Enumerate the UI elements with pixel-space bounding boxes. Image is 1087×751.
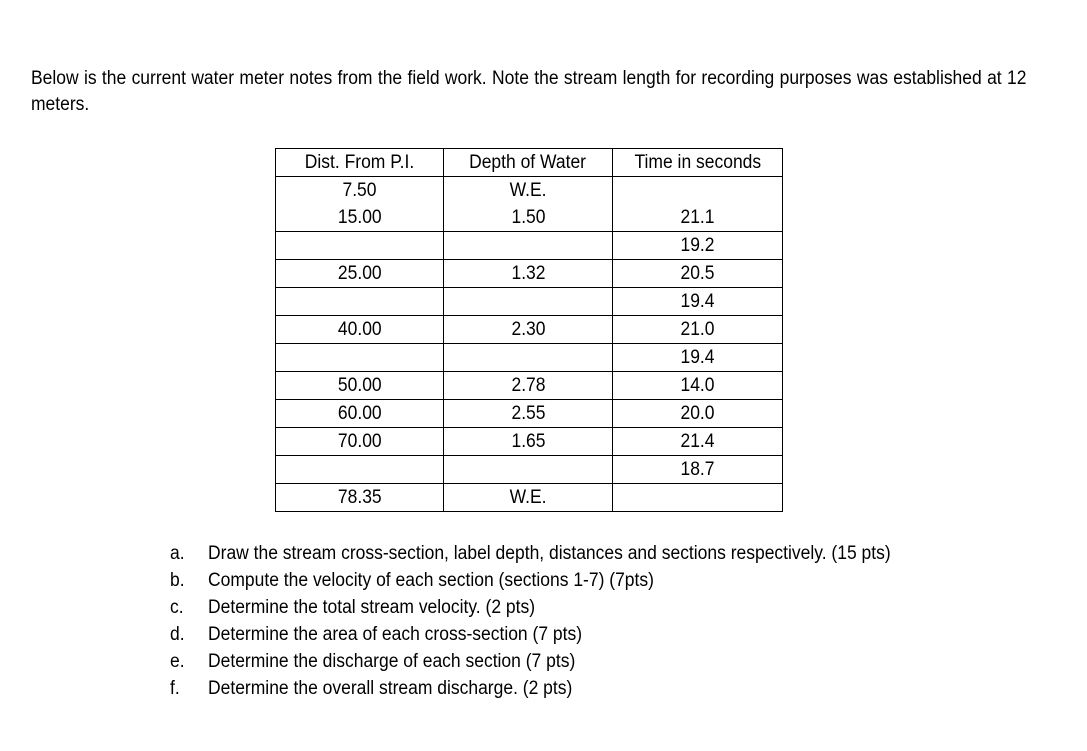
cell-depth: W.E. bbox=[444, 177, 613, 205]
cell-depth: 1.65 bbox=[444, 428, 613, 456]
table-row bbox=[276, 260, 783, 288]
cell-time: 19.2 bbox=[613, 232, 783, 260]
table-row bbox=[276, 400, 783, 428]
task-marker: d. bbox=[170, 624, 185, 645]
cell-dist: 50.00 bbox=[276, 372, 444, 400]
cell-dist bbox=[276, 232, 444, 260]
task-item bbox=[170, 594, 950, 621]
table-body bbox=[276, 177, 783, 512]
cell-dist: 15.00 bbox=[276, 204, 444, 232]
cell-depth: 1.32 bbox=[444, 260, 613, 288]
cell-dist: 25.00 bbox=[276, 260, 444, 288]
cell-dist: 40.00 bbox=[276, 316, 444, 344]
task-marker: c. bbox=[170, 597, 184, 618]
cell-dist: 60.00 bbox=[276, 400, 444, 428]
cell-depth: 2.55 bbox=[444, 400, 613, 428]
cell-dist: 78.35 bbox=[276, 484, 444, 512]
cell-depth: 2.78 bbox=[444, 372, 613, 400]
cell-time: 18.7 bbox=[613, 456, 783, 484]
cell-time: 20.5 bbox=[613, 260, 783, 288]
table-row bbox=[276, 456, 783, 484]
cell-depth bbox=[444, 344, 613, 372]
header-depth-of-water: Depth of Water bbox=[444, 149, 613, 177]
task-item bbox=[170, 567, 950, 594]
table-row bbox=[276, 428, 783, 456]
task-text: Draw the stream cross-section, label depth, distances and sections respectively. (15 pts) bbox=[208, 543, 891, 564]
task-text: Determine the overall stream discharge. (2 pts) bbox=[208, 678, 573, 699]
task-text: Determine the discharge of each section (7 pts) bbox=[208, 651, 576, 672]
cell-depth: 1.50 bbox=[444, 204, 613, 232]
cell-dist bbox=[276, 288, 444, 316]
cell-depth bbox=[444, 288, 613, 316]
task-marker: e. bbox=[170, 651, 185, 672]
task-item bbox=[170, 648, 950, 675]
cell-time: 14.0 bbox=[613, 372, 783, 400]
task-marker: f. bbox=[170, 678, 180, 699]
cell-time bbox=[613, 484, 783, 512]
water-meter-table bbox=[275, 148, 783, 512]
cell-time: 21.1 bbox=[613, 204, 783, 232]
cell-time bbox=[613, 177, 783, 205]
cell-time: 19.4 bbox=[613, 288, 783, 316]
task-text: Compute the velocity of each section (sections 1-7) (7pts) bbox=[208, 570, 654, 591]
cell-depth: 2.30 bbox=[444, 316, 613, 344]
task-text: Determine the area of each cross-section (7 pts) bbox=[208, 624, 583, 645]
table-row bbox=[276, 232, 783, 260]
table-row bbox=[276, 372, 783, 400]
cell-depth: W.E. bbox=[444, 484, 613, 512]
cell-time: 21.4 bbox=[613, 428, 783, 456]
task-text: Determine the total stream velocity. (2 pts) bbox=[208, 597, 536, 618]
intro-paragraph: Below is the current water meter notes from the field work. Note the stream length for recording purposes was established at 12 meters. bbox=[31, 68, 1027, 115]
header-dist-from-pi: Dist. From P.I. bbox=[276, 149, 444, 177]
task-marker: a. bbox=[170, 543, 185, 564]
table-row bbox=[276, 288, 783, 316]
cell-depth bbox=[444, 456, 613, 484]
task-list bbox=[170, 540, 950, 702]
task-marker: b. bbox=[170, 570, 185, 591]
table-row bbox=[276, 204, 783, 232]
task-item bbox=[170, 675, 950, 702]
task-item bbox=[170, 540, 950, 567]
cell-time: 19.4 bbox=[613, 344, 783, 372]
cell-dist: 7.50 bbox=[276, 177, 444, 205]
header-time-in-seconds: Time in seconds bbox=[613, 149, 783, 177]
cell-dist: 70.00 bbox=[276, 428, 444, 456]
table-header-row bbox=[276, 149, 783, 177]
task-item bbox=[170, 621, 950, 648]
cell-time: 21.0 bbox=[613, 316, 783, 344]
table-row bbox=[276, 484, 783, 512]
table-row bbox=[276, 316, 783, 344]
cell-time: 20.0 bbox=[613, 400, 783, 428]
cell-depth bbox=[444, 232, 613, 260]
cell-dist bbox=[276, 456, 444, 484]
table-row bbox=[276, 177, 783, 205]
table-row bbox=[276, 344, 783, 372]
cell-dist bbox=[276, 344, 444, 372]
